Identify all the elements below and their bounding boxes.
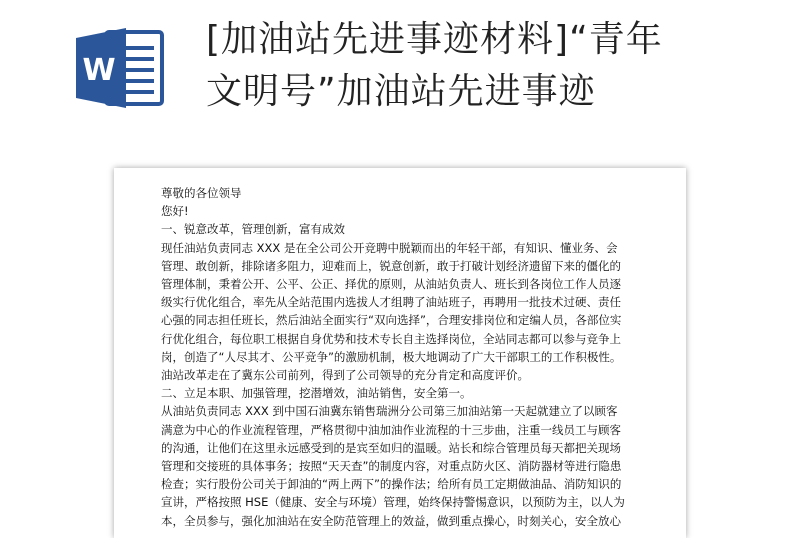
doc-line: 宣讲，严格按照 HSE（健康、安全与环境）管理，始终保持警惕意识，以预防为主，以人为: [161, 495, 625, 510]
doc-line: 管理体制，秉着公开、公平、公正、择优的原则，从油站负责人、班长到各岗位工作人员逐: [161, 277, 621, 292]
word-letter: W: [82, 53, 116, 88]
doc-line: 本，全员参与，强化加油站在安全防范管理上的效益，做到重点操心，时刻关心，安全放心: [161, 513, 621, 528]
doc-line: 行优化组合，每位职工根据自身优势和技术专长自主选择岗位，全站同志都可以参与竞争上: [161, 331, 621, 346]
word-document-icon: [76, 26, 168, 110]
title-line-1: [加油站先进事迹材料]“青年: [206, 19, 663, 60]
doc-line: 检查；实行股份公司关于卸油的“两上两下”的操作法；给所有员工定期做油品、消防知识的: [161, 477, 622, 492]
doc-line: 满意为中心的作业流程管理，严格贯彻中油加油作业流程的十三步曲，注重一线员工与顾客: [161, 422, 621, 437]
header: [0, 0, 800, 160]
doc-line: 现任油站负责同志 XXX 是在全公司公开竞聘中脱颖而出的年轻干部，有知识、懂业务、会: [161, 240, 618, 255]
doc-line: 从油站负责同志 XXX 到中国石油冀东销售瑞洲分公司第三加油站第一天起就建立了以顾客: [161, 404, 618, 419]
title-line-2: 文明号”加油站先进事迹: [206, 71, 596, 112]
document-preview: [114, 168, 686, 538]
doc-line: 您好!: [161, 204, 189, 219]
doc-line: 尊敬的各位领导: [161, 186, 242, 200]
document-body: [161, 184, 651, 530]
doc-line: 心强的同志担任班长，然后油站全面实行“双向选择”，合理安排岗位和定编人员，各部位实: [161, 313, 622, 328]
doc-line: 一、锐意改革，管理创新，富有成效: [161, 222, 345, 237]
page-title: [206, 14, 786, 118]
doc-line: 油站改革走在了冀东公司前列，得到了公司领导的充分肯定和高度评价。: [161, 368, 529, 383]
doc-line: 二、立足本职、加强管理，挖潜增效，油站销售，安全第一。: [161, 386, 472, 401]
doc-line: 管理、敢创新，排除诸多阻力，迎难而上，锐意创新，敢于打破计划经济遗留下来的僵化的: [161, 258, 621, 273]
doc-line: 的沟通，让他们在这里永远感受到的是宾至如归的温暖。站长和综合管理员每天都把关现场: [161, 440, 621, 455]
doc-line: 管理和交接班的具体事务；按照“天天查”的制度内容，对重点防火区、消防器材等进行隐患: [161, 459, 622, 474]
doc-line: 岗，创造了“人尽其才、公平竞争”的激励机制，极大地调动了广大干部职工的工作积极性。: [161, 349, 622, 364]
doc-line: 级实行优化组合，率先从全站范围内选拔人才组聘了油站班子，再聘用一批技术过硬、责任: [161, 295, 621, 310]
